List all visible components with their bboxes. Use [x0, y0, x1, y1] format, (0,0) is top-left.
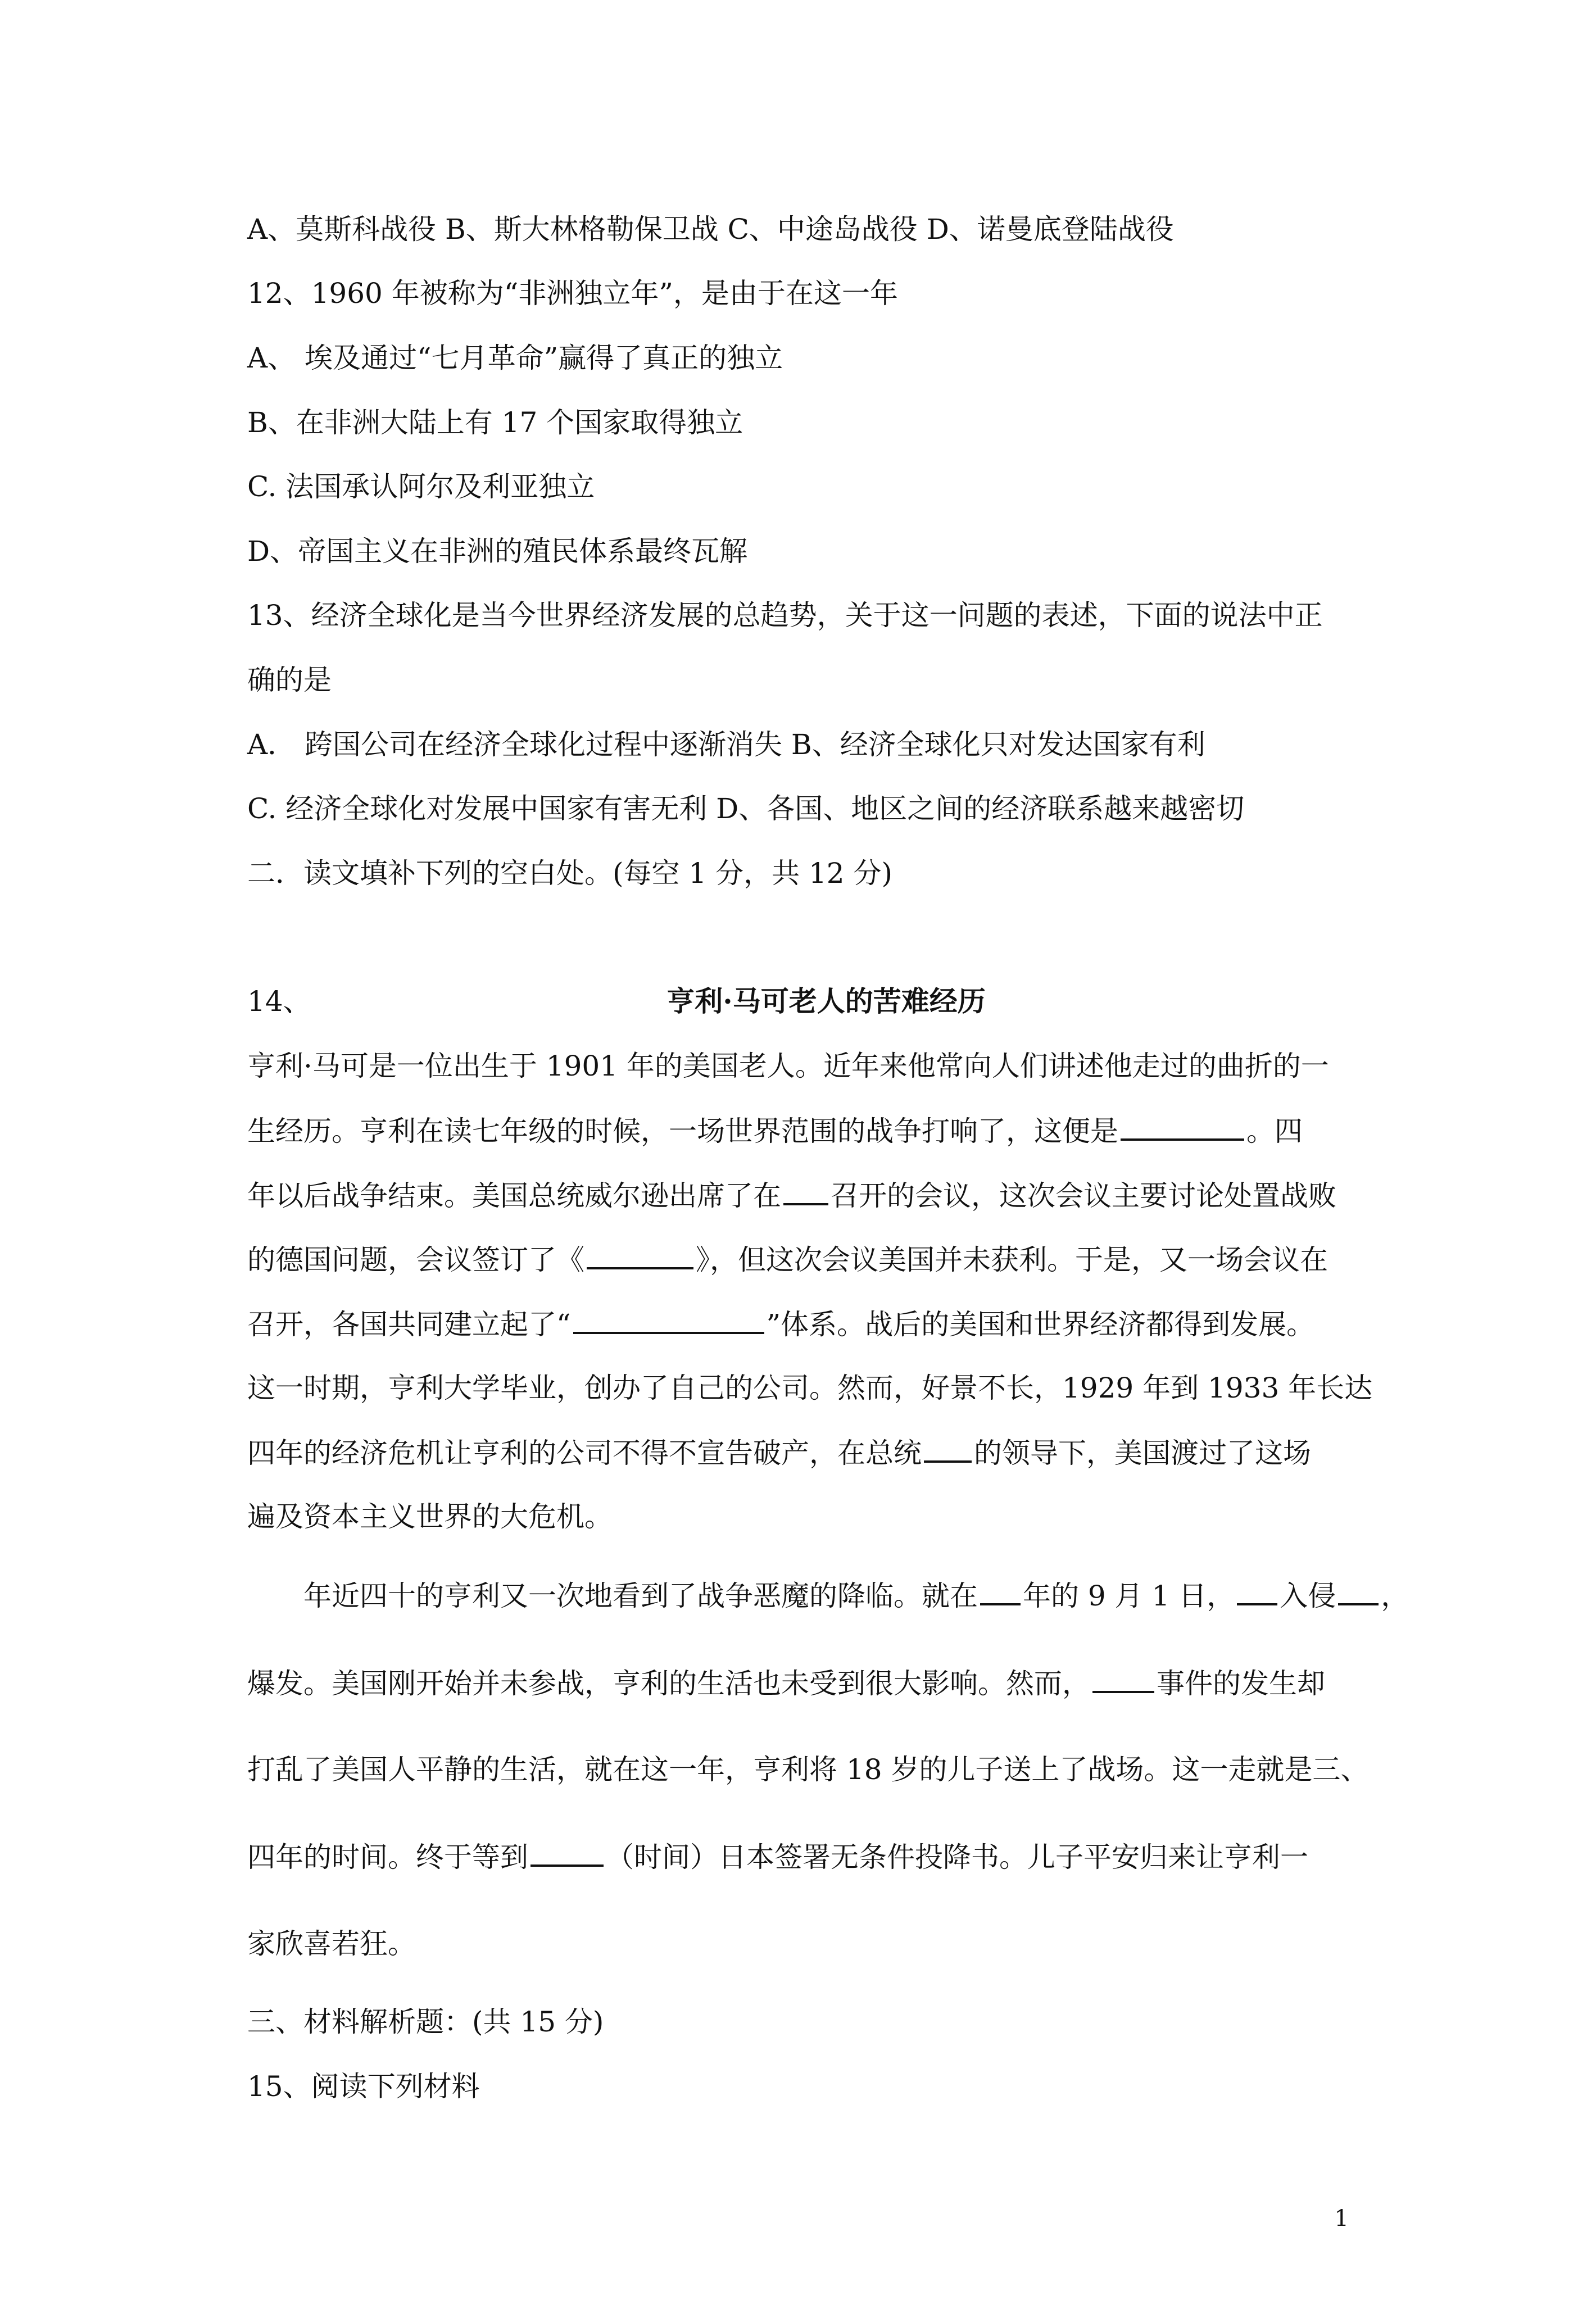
blank-1[interactable] — [1121, 1110, 1244, 1141]
text: 四年的时间。终于等到 — [247, 1841, 528, 1873]
q12-option-c: C. 法国承认阿尔及利亚独立 — [247, 470, 595, 503]
text: （时间）日本签署无条件投降书。儿子平安归来让亨利一 — [606, 1841, 1308, 1873]
section2-heading: 二．读文填补下列的空白处。(每空 1 分，共 12 分) — [247, 857, 893, 890]
passage1-line6: 这一时期，亨利大学毕业，创办了自己的公司。然而，好景不长，1929 年到 1933 年长达 — [247, 1372, 1373, 1404]
section3-heading: 三、材料解析题：(共 15 分) — [247, 2006, 604, 2038]
blank-9[interactable] — [1092, 1663, 1154, 1693]
text: 。四 — [1246, 1115, 1303, 1147]
blank-5[interactable] — [924, 1432, 972, 1463]
passage2-line5: 家欣喜若狂。 — [247, 1927, 416, 1960]
blank-3[interactable] — [587, 1239, 693, 1269]
blank-2[interactable] — [783, 1175, 828, 1205]
text: 四年的经济危机让亨利的公司不得不宣告破产，在总统 — [247, 1437, 922, 1469]
q13-options-cd: C. 经济全球化对发展中国家有害无利 D、各国、地区之间的经济联系越来越密切 — [247, 792, 1245, 825]
q12-option-d: D、帝国主义在非洲的殖民体系最终瓦解 — [247, 535, 748, 568]
passage1-line5 — [247, 1304, 1405, 1344]
text: 召开的会议，这次会议主要讨论处置战败 — [831, 1180, 1336, 1212]
passage2-line3: 打乱了美国人平静的生活，就在这一年，亨利将 18 岁的儿子送上了战场。这一走就是三、 — [247, 1753, 1369, 1786]
q13-stem-line1: 13、经济全球化是当今世界经济发展的总趋势，关于这一问题的表述，下面的说法中正 — [247, 599, 1323, 632]
text: 爆发。美国刚开始并未参战，亨利的生活也未受到很大影响。然而， — [247, 1667, 1090, 1700]
page-number: 1 — [1334, 2206, 1349, 2231]
q13-options-ab: A． 跨国公司在经济全球化过程中逐渐消失 B、经济全球化只对发达国家有利 — [247, 728, 1205, 761]
passage1-line2 — [247, 1110, 1405, 1151]
passage2-line2 — [247, 1663, 1405, 1703]
text: 的领导下，美国渡过了这场 — [974, 1437, 1311, 1469]
passage1-line3 — [247, 1175, 1405, 1215]
blank-6[interactable] — [980, 1575, 1021, 1605]
text: 召开，各国共同建立起了“ — [247, 1308, 571, 1341]
text: ”体系。战后的美国和世界经济都得到发展。 — [766, 1308, 1315, 1341]
passage1-line4 — [247, 1239, 1405, 1280]
text: 年近四十的亨利又一次地看到了战争恶魔的降临。就在 — [303, 1580, 978, 1612]
q13-stem-line2: 确的是 — [247, 664, 332, 696]
q12-option-a: A、 埃及通过“七月革命”赢得了真正的独立 — [247, 342, 783, 374]
passage1-line1: 亨利·马可是一位出生于 1901 年的美国老人。近年来他常向人们讲述他走过的曲折的一 — [247, 1050, 1329, 1082]
q14-number: 14、 — [247, 985, 311, 1018]
q12-stem: 12、1960 年被称为“非洲独立年”，是由于在这一年 — [247, 277, 898, 310]
blank-7[interactable] — [1237, 1575, 1277, 1605]
q12-option-b: B、在非洲大陆上有 17 个国家取得独立 — [247, 406, 743, 439]
text: 事件的发生却 — [1157, 1667, 1325, 1700]
text: 》，但这次会议美国并未获利。于是，又一场会议在 — [696, 1244, 1328, 1276]
passage2-line1 — [247, 1575, 1409, 1616]
text: 年以后战争结束。美国总统威尔逊出席了在 — [247, 1180, 781, 1212]
q14-title: 亨利·马可老人的苦难经历 — [666, 985, 986, 1018]
passage1-line8: 遍及资本主义世界的大危机。 — [247, 1500, 613, 1533]
text: ， — [1381, 1580, 1409, 1612]
q15-stem: 15、阅读下列材料 — [247, 2070, 480, 2103]
text: 的德国问题，会议签订了《 — [247, 1244, 584, 1276]
blank-4[interactable] — [573, 1304, 764, 1334]
passage2-line4 — [247, 1836, 1405, 1877]
q11-options: A、莫斯科战役 B、斯大林格勒保卫战 C、中途岛战役 D、诺曼底登陆战役 — [247, 213, 1174, 246]
blank-10[interactable] — [531, 1836, 604, 1867]
passage1-line7 — [247, 1432, 1405, 1473]
text: 入侵 — [1280, 1580, 1336, 1612]
blank-8[interactable] — [1338, 1575, 1379, 1605]
text: 年的 9 月 1 日， — [1023, 1580, 1235, 1612]
text: 生经历。亨利在读七年级的时候，一场世界范围的战争打响了，这便是 — [247, 1115, 1118, 1147]
